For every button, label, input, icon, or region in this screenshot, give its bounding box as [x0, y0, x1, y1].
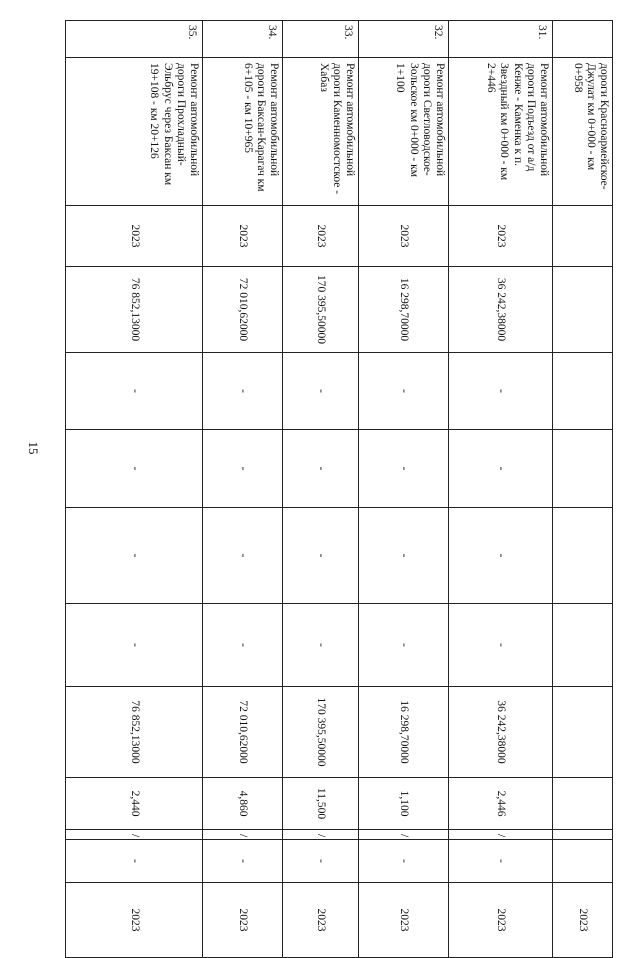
- row-number: 34.: [203, 21, 283, 58]
- col-12: [553, 840, 613, 883]
- col-8: -: [359, 604, 449, 687]
- row-number: 33.: [283, 21, 359, 58]
- col-11: /: [283, 830, 359, 840]
- year-end: 2023: [203, 883, 283, 958]
- col-11: /: [66, 830, 203, 840]
- length-km: 1,100: [359, 778, 449, 830]
- rotated-table-area: [66, 20, 613, 932]
- length-km: [553, 778, 613, 830]
- amount: 76 852,13000: [66, 267, 203, 353]
- col-7: -: [283, 508, 359, 604]
- total-amount: 76 852,13000: [66, 687, 203, 778]
- col-12: -: [283, 840, 359, 883]
- year-start: 2023: [203, 206, 283, 267]
- year-end: 2023: [553, 883, 613, 958]
- col-5: -: [203, 353, 283, 430]
- total-amount: 72 010,62000: [203, 687, 283, 778]
- col-12: -: [359, 840, 449, 883]
- amount: 36 242,38000: [449, 267, 553, 353]
- col-8: [553, 604, 613, 687]
- road-name: Ремонт автомобильной дороги Каменномостское - Хабаз: [283, 58, 359, 206]
- amount: [553, 267, 613, 353]
- total-amount: 36 242,38000: [449, 687, 553, 778]
- length-km: 11,500: [283, 778, 359, 830]
- year-end: 2023: [449, 883, 553, 958]
- col-8: -: [449, 604, 553, 687]
- road-name: Ремонт автомобильной дороги Подъезд от а/д Кенже - Каменка к п. Звездный км 0+000 - км 2+446: [449, 58, 553, 206]
- total-amount: 16 298,70000: [359, 687, 449, 778]
- length-km: 2,440: [66, 778, 203, 830]
- col-6: -: [283, 430, 359, 508]
- year-start: 2023: [66, 206, 203, 267]
- road-name: дороги Красноармейское-Джулат км 0+000 - км 0+958: [553, 58, 613, 206]
- col-5: -: [283, 353, 359, 430]
- col-12: -: [66, 840, 203, 883]
- col-7: -: [203, 508, 283, 604]
- year-start: [553, 206, 613, 267]
- row-number: 31.: [449, 21, 553, 58]
- col-7: -: [66, 508, 203, 604]
- road-repair-table: [65, 20, 613, 958]
- row-number: 35.: [66, 21, 203, 58]
- col-5: -: [449, 353, 553, 430]
- total-amount: 170 395,50000: [283, 687, 359, 778]
- road-name: Ремонт автомобильной дороги Прохладный-Эльбрус через Баксан км 19+108 - км 20+126: [66, 58, 203, 206]
- year-start: 2023: [449, 206, 553, 267]
- col-6: [553, 430, 613, 508]
- col-12: -: [203, 840, 283, 883]
- col-11: [553, 830, 613, 840]
- col-7: -: [449, 508, 553, 604]
- col-11: /: [359, 830, 449, 840]
- road-name: Ремонт автомобильной дороги Светловодское-Зольское км 0+000 - км 1+100: [359, 58, 449, 206]
- col-8: -: [203, 604, 283, 687]
- col-12: -: [449, 840, 553, 883]
- table-row: [283, 21, 359, 958]
- table-row: [359, 21, 449, 958]
- total-amount: [553, 687, 613, 778]
- row-number: 32.: [359, 21, 449, 58]
- col-6: -: [66, 430, 203, 508]
- col-7: [553, 508, 613, 604]
- col-5: -: [359, 353, 449, 430]
- amount: 72 010,62000: [203, 267, 283, 353]
- col-6: -: [449, 430, 553, 508]
- year-start: 2023: [359, 206, 449, 267]
- year-end: 2023: [359, 883, 449, 958]
- length-km: 2,446: [449, 778, 553, 830]
- row-number: [553, 21, 613, 58]
- length-km: 4,860: [203, 778, 283, 830]
- table-row: [449, 21, 553, 958]
- table-row: [66, 21, 203, 958]
- table-row: [553, 21, 613, 958]
- year-start: 2023: [283, 206, 359, 267]
- col-8: -: [66, 604, 203, 687]
- col-5: [553, 353, 613, 430]
- year-end: 2023: [283, 883, 359, 958]
- road-name: Ремонт автомобильной дороги Баксан-Карагач км 6+105 - км 10+965: [203, 58, 283, 206]
- table-row: [203, 21, 283, 958]
- amount: 170 395,50000: [283, 267, 359, 353]
- amount: 16 298,70000: [359, 267, 449, 353]
- col-6: -: [359, 430, 449, 508]
- year-end: 2023: [66, 883, 203, 958]
- page-number: 15: [26, 441, 41, 455]
- col-8: -: [283, 604, 359, 687]
- col-11: /: [449, 830, 553, 840]
- col-7: -: [359, 508, 449, 604]
- col-11: /: [203, 830, 283, 840]
- col-5: -: [66, 353, 203, 430]
- col-6: -: [203, 430, 283, 508]
- table-container: [66, 20, 613, 932]
